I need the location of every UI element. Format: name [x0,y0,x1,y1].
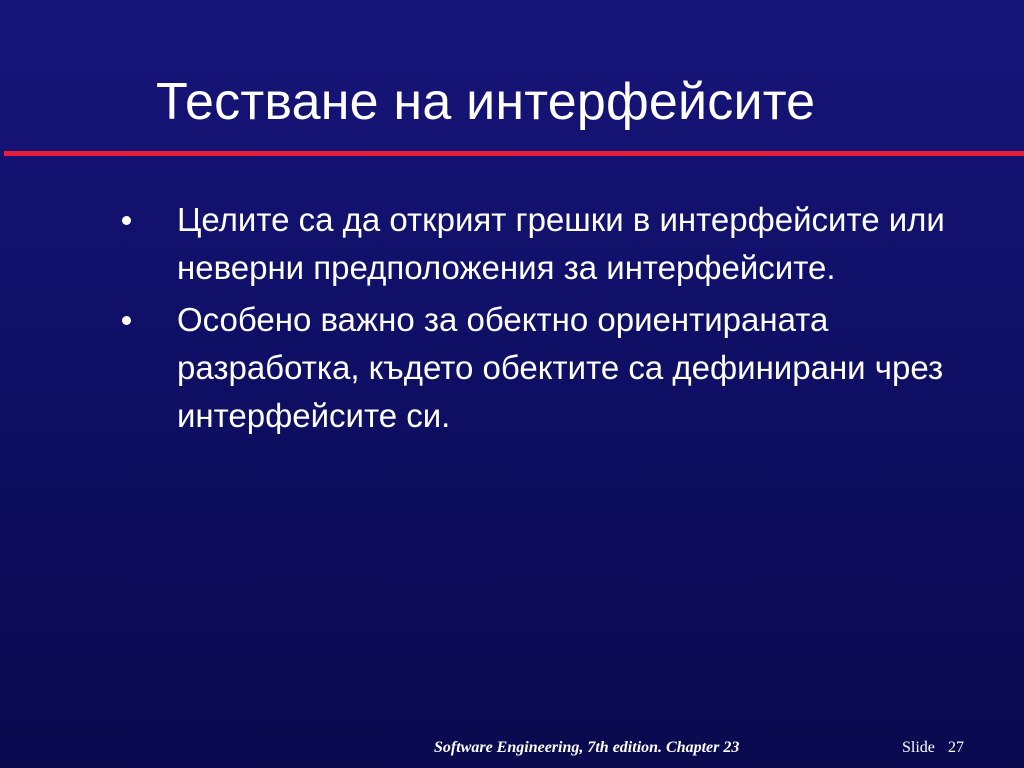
slide-label: Slide [902,739,935,756]
title-divider [4,151,1024,156]
bullet-item [120,296,1000,440]
bullet-list [120,196,1000,444]
bullet-icon [122,216,131,225]
bullet-text: Целите са да открият грешки в интерфейсите или неверни предположения за интерфейсите. [177,201,945,286]
bullet-text: Особено важно за обектно ориентираната разработка, където обектите са дефинирани чрез интерфейсите си. [177,301,944,434]
slide-title: Тестване на интерфейсите [156,73,816,131]
footer-citation: Software Engineering, 7th edition. Chapter 23 [434,739,740,756]
slide-number: 27 [948,739,964,756]
bullet-item [120,196,1000,292]
bullet-icon [122,316,131,325]
